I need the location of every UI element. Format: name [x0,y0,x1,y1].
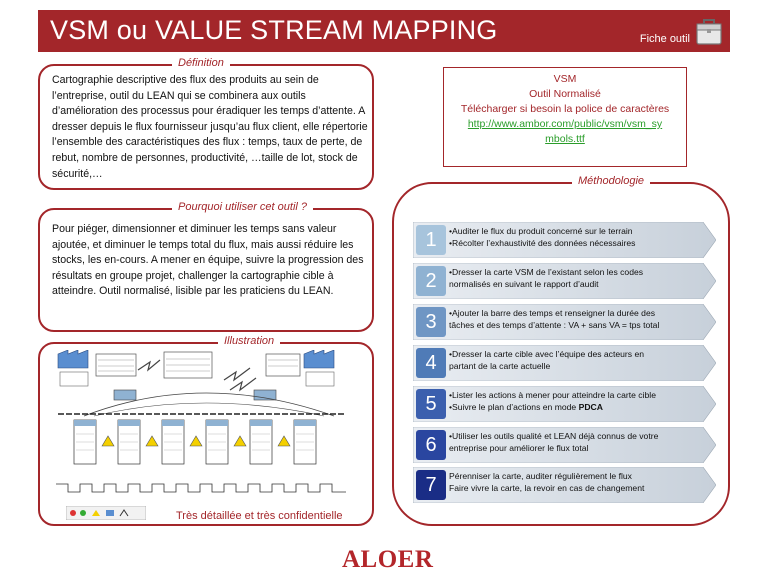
step-line-2: •Suivre le plan d’actions en mode PDCA [449,402,603,413]
step-number: 6 [416,430,446,460]
step-line-2: partant de la carte actuelle [449,361,551,372]
vsm-line2: Outil Normalisé [529,88,601,100]
step-text [449,389,701,413]
step-number: 5 [416,389,446,419]
aloer-logo: ALOER [342,546,434,573]
step-number: 3 [416,307,446,337]
page-title: VSM ou VALUE STREAM MAPPING [50,15,498,45]
illustration-label: Illustration [218,335,280,347]
step-text [449,266,701,290]
step-text [449,348,701,372]
definition-text: Cartographie descriptive des flux des produits au sein de l’entreprise, outil du LEAN qui se combinera aux outils d’amélioration des processus pour éradiquer les temps d’attente. A dresser depuis le flux fournisseur jusqu’au flux client, elle répertorie l’ensemble des caractéristiques des flux : temps, taux de perte, de rebut, nombre de personnes, productivité, …taille de lot, stock de sécurité,… [52,74,368,180]
vsm-legend-icon [66,506,146,520]
step-line-2: entreprise pour améliorer le flux total [449,443,589,454]
step-line-1: •Auditer le flux du produit concerné sur le terrain [449,226,633,236]
vsm-line1: VSM [553,73,577,85]
step-text [449,470,701,494]
step-line-1: •Dresser la carte cible avec l’équipe des acteurs en [449,349,645,359]
vsm-diagram [54,350,350,500]
methodology-label: Méthodologie [572,175,650,187]
step-text [449,307,701,331]
step-line-2: •Récolter l’exhaustivité des données nécessaires [449,238,636,249]
vsm-line3: Télécharger si besoin la police de caractères [460,103,670,115]
font-download-link[interactable]: http://www.ambor.com/public/vsm/vsm_symbols.ttf [467,118,663,145]
why-label: Pourquoi utiliser cet outil ? [172,201,313,213]
step-number: 7 [416,470,446,500]
step-line-1: Pérenniser la carte, auditer régulièrement le flux [449,471,632,481]
illustration-panel [38,335,374,526]
vsm-font-box [443,67,687,167]
step-number: 2 [416,266,446,296]
step-line-1: •Utiliser les outils qualité et LEAN déjà connus de votre [449,431,659,441]
page-subtitle: Fiche outil [639,33,690,45]
toolbox-icon [694,14,724,48]
why-text: Pour piéger, dimensionner et diminuer les temps sans valeur ajoutée, et diminuer le temps total du flux, mais aussi réduire les stocks, les en-cours. A mener en équipe, suivre la progression des résultats en groupe projet, challenger la cartographie cible à atteindre. Outil normalisé, lisible par les praticiens du LEAN. [52,223,364,298]
step-number: 1 [416,225,446,255]
step-line-1: •Ajouter la barre des temps et renseigner la durée des [449,308,656,318]
step-number: 4 [416,348,446,378]
step-text [449,430,701,454]
illustration-caption: Très détaillée et très confidentielle [176,510,343,522]
definition-panel [38,57,374,190]
step-text [449,225,701,249]
step-line-1: •Dresser la carte VSM de l’existant selon les codes [449,267,644,277]
definition-label: Définition [172,57,230,69]
step-line-2: normalisés en suivant le rapport d’audit [449,279,599,290]
step-line-2: Faire vivre la carte, la revoir en cas de changement [449,483,645,494]
step-line-1: •Lister les actions à mener pour atteindre la carte cible [449,390,656,400]
why-panel [38,201,374,332]
step-line-2: tâches et des temps d’attente : VA + sans VA = tps total [449,320,660,331]
title-banner [38,10,730,52]
